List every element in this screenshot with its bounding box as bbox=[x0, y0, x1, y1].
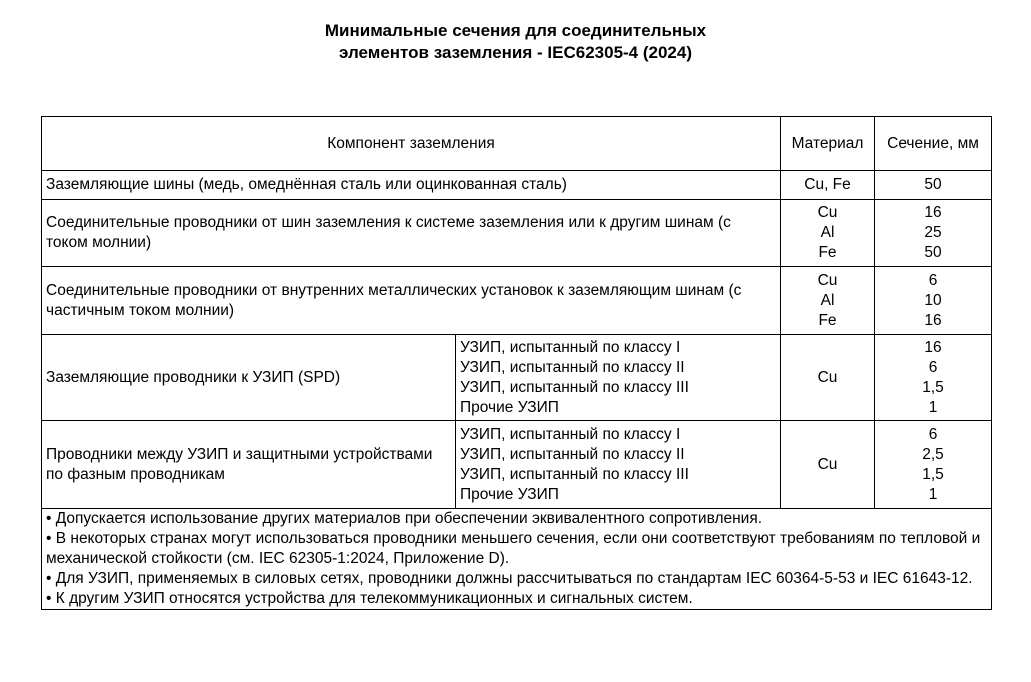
note-item: • К другим УЗИП относятся устройства для телекоммуникационных и сигнальных систем. bbox=[46, 590, 693, 607]
section-value: 16 bbox=[924, 204, 942, 221]
section-value: 1,5 bbox=[922, 378, 944, 396]
section-value: 2,5 bbox=[922, 445, 944, 463]
title-line-2: элементов заземления - IEC62305-4 (2024) bbox=[338, 43, 692, 62]
material-value: Cu bbox=[817, 204, 838, 221]
notes-cell bbox=[42, 509, 992, 610]
subtype-label: УЗИП, испытанный по классу III bbox=[460, 465, 689, 483]
subtype-label: УЗИП, испытанный по классу III bbox=[460, 378, 689, 396]
row-material: Cu bbox=[781, 421, 875, 509]
cross-section-table bbox=[41, 116, 992, 610]
section-value: 1 bbox=[928, 485, 938, 503]
section-value: 1,5 bbox=[922, 465, 944, 483]
table-row bbox=[42, 171, 992, 200]
row-sections bbox=[875, 335, 992, 421]
section-value: 10 bbox=[924, 291, 942, 309]
table-header-row bbox=[42, 117, 992, 171]
note-item: • Допускается использование других материалов при обеспечении эквивалентного сопротивления. bbox=[46, 510, 763, 527]
row-component: Заземляющие шины (медь, омеднённая сталь или оцинкованная сталь) bbox=[42, 171, 781, 200]
section-value: 1 bbox=[928, 398, 938, 416]
row-component: Заземляющие проводники к УЗИП (SPD) bbox=[42, 335, 456, 421]
material-value: Fe bbox=[818, 244, 837, 261]
note-item: • В некоторых странах могут использоваться проводники меньшего сечения, если они соответствуют требованиям по тепловой и механической стойкости (см. IEC 62305-1:2024, Приложение D). bbox=[46, 530, 981, 567]
material-value: Cu bbox=[817, 271, 838, 289]
row-sections bbox=[875, 267, 992, 335]
row-component: Проводники между УЗИП и защитными устройствами по фазным проводникам bbox=[42, 421, 456, 509]
subtype-label: Прочие УЗИП bbox=[460, 485, 559, 503]
row-subtypes bbox=[456, 335, 781, 421]
row-sections bbox=[875, 421, 992, 509]
section-value: 16 bbox=[924, 338, 942, 356]
table-row bbox=[42, 421, 992, 509]
section-value: 6 bbox=[928, 271, 938, 289]
material-value: Al bbox=[820, 291, 835, 309]
row-materials bbox=[781, 200, 875, 267]
row-material: Cu, Fe bbox=[781, 171, 875, 200]
document-title bbox=[0, 20, 1031, 64]
section-value: 16 bbox=[924, 311, 942, 329]
subtype-label: УЗИП, испытанный по классу II bbox=[460, 445, 685, 463]
section-value: 50 bbox=[924, 244, 942, 261]
header-material: Материал bbox=[781, 117, 875, 171]
subtype-label: УЗИП, испытанный по классу II bbox=[460, 358, 685, 376]
notes-row bbox=[42, 509, 992, 610]
table-row bbox=[42, 200, 992, 267]
row-section: 50 bbox=[875, 171, 992, 200]
table-row bbox=[42, 267, 992, 335]
row-materials bbox=[781, 267, 875, 335]
row-subtypes bbox=[456, 421, 781, 509]
material-value: Fe bbox=[818, 311, 837, 329]
note-item: • Для УЗИП, применяемых в силовых сетях, проводники должны рассчитываться по стандартам IEC 60364-5-53 и IEC 61643-12. bbox=[46, 570, 973, 587]
subtype-label: УЗИП, испытанный по классу I bbox=[460, 338, 681, 356]
header-component: Компонент заземления bbox=[42, 117, 781, 171]
section-value: 6 bbox=[928, 358, 938, 376]
subtype-label: Прочие УЗИП bbox=[460, 398, 559, 416]
row-material: Cu bbox=[781, 335, 875, 421]
section-value: 25 bbox=[924, 224, 942, 241]
table-row bbox=[42, 335, 992, 421]
row-component: Соединительные проводники от шин заземления к системе заземления или к другим шинам (с током молнии) bbox=[42, 200, 781, 267]
title-line-1: Минимальные сечения для соединительных bbox=[324, 21, 707, 40]
header-section: Сечение, мм bbox=[875, 117, 992, 171]
row-component: Соединительные проводники от внутренних металлических установок к заземляющим шинам (с частичным током молнии) bbox=[42, 267, 781, 335]
section-value: 6 bbox=[928, 425, 938, 443]
row-sections bbox=[875, 200, 992, 267]
subtype-label: УЗИП, испытанный по классу I bbox=[460, 425, 681, 443]
material-value: Al bbox=[820, 224, 835, 241]
